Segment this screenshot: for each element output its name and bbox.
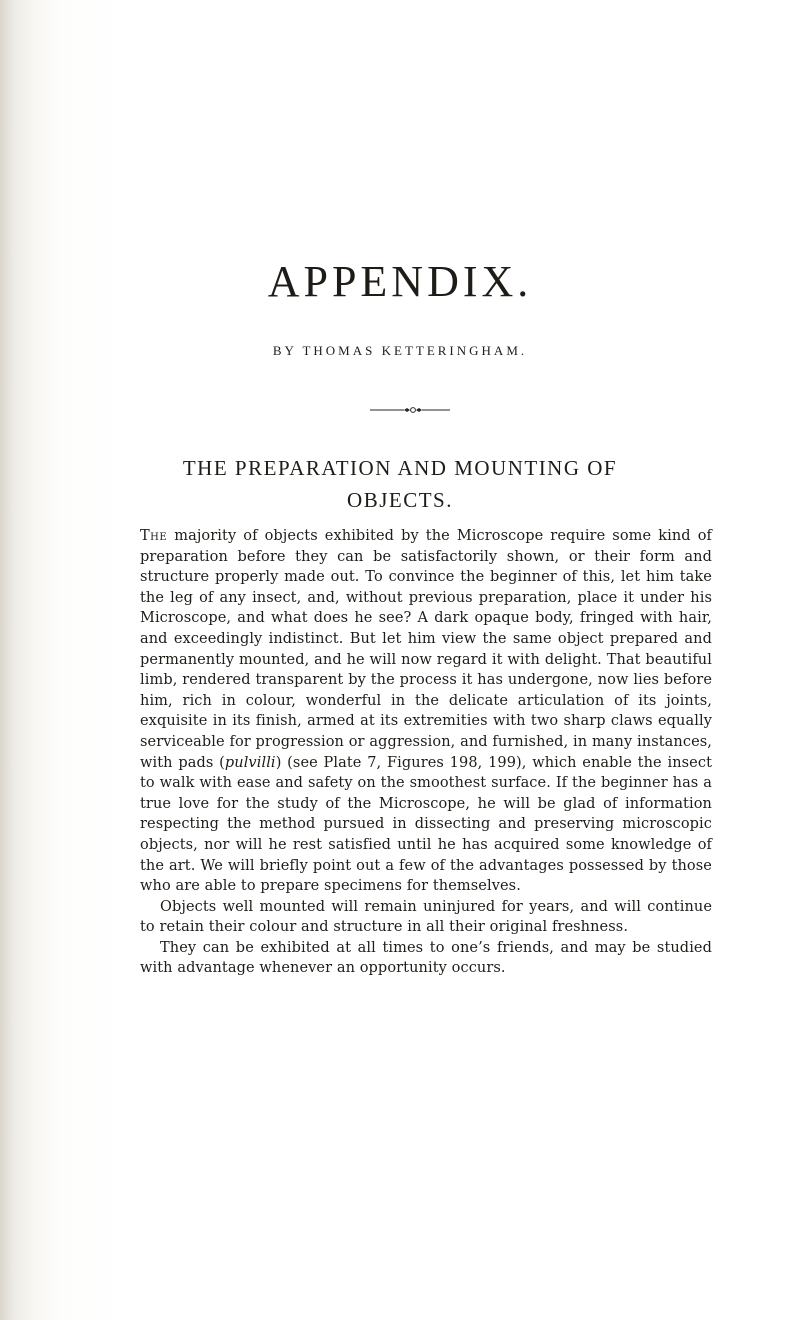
- paragraph-3: They can be exhibited at all times to one’s friends, and may be studied with advantage whenever an opportunity occurs.: [140, 939, 712, 977]
- paragraph-2: Objects well mounted will remain uninjured for years, and will continue to retain their colour and structure in all their original freshness.: [140, 898, 712, 936]
- section-heading-line2: OBJECTS.: [347, 488, 453, 512]
- paragraph-1-text-b: ) (see Plate 7, Figures 198, 199), which enable the insect to walk with ease and safety on the smoothest surface. If the beginner has a true love for the study of the Microscope, he will be glad of information respecting the method pursued in dissecting and preserving microscopic objects, nor will he rest satisfied until he has acquired some knowledge of the art. We will briefly point out a few of the advantages possessed by those who are able to prepare specimens for themselves.: [140, 754, 712, 895]
- section-heading-line1: THE PREPARATION AND MOUNTING OF: [182, 456, 618, 480]
- ornament-divider: [370, 405, 450, 415]
- author-byline: BY THOMAS KETTERINGHAM.: [272, 343, 528, 358]
- appendix-title: APPENDIX.: [267, 257, 533, 306]
- paragraph-1: [140, 526, 712, 897]
- section-heading: [0, 452, 800, 516]
- paragraph-1-lead-word: The: [140, 528, 168, 544]
- body-text: [140, 526, 712, 979]
- paragraph-1-text-a: majority of objects exhibited by the Microscope require some kind of preparation before they can be satisfactorily shown, or their form and structure properly made out. To convince the beginner of this, let him take the leg of any insect, and, without previous preparation, place it under his Microscope, and what does he see? A dark opaque body, fringed with hair, and exceedingly indistinct. But let him view the same object prepared and permanently mounted, and he will now regard it with delight. That beautiful limb, rendered transparent by the process it has undergone, now lies before him, rich in colour, wonderful in the delicate articulation of its joints, exquisite in its finish, armed at its extremities with two sharp claws equally serviceable for progression or aggression, and furnished, in many instances, with pads (: [140, 528, 712, 771]
- paragraph-1-italic-term: pulvilli: [224, 754, 276, 771]
